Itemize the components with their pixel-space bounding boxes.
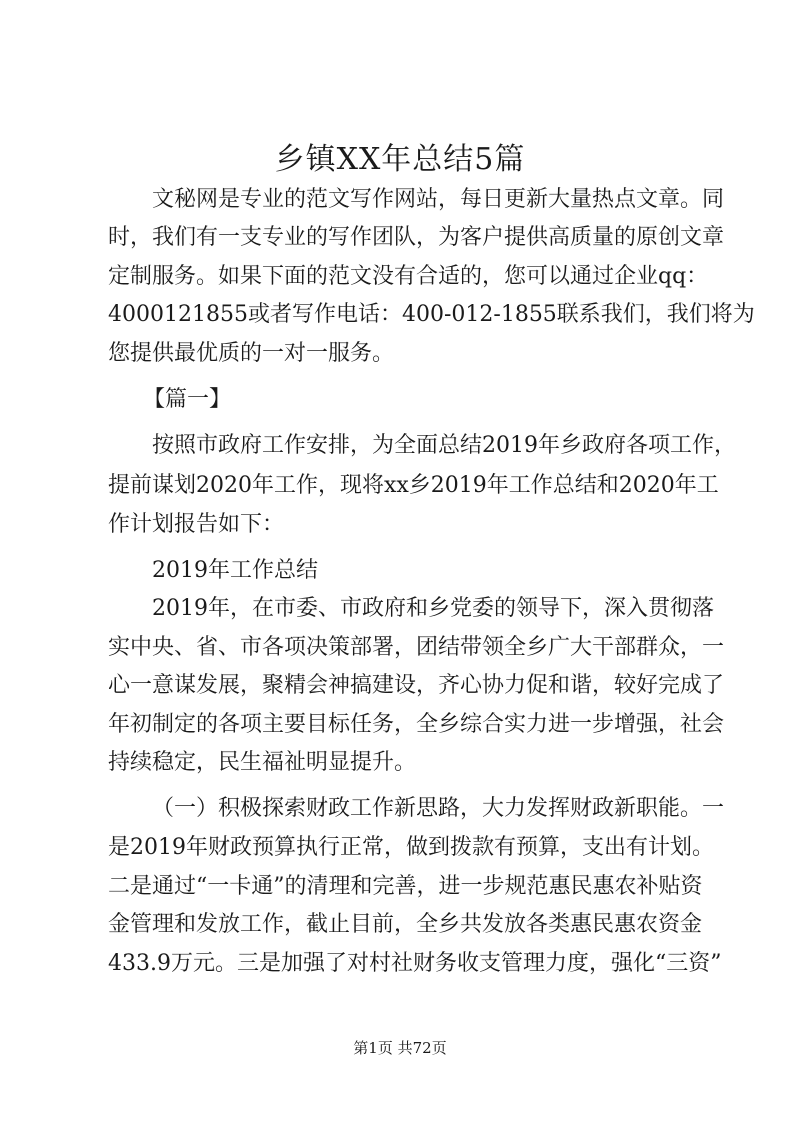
page-footer: 第1页 共72页 xyxy=(353,1039,447,1057)
paragraph-line: 实中央、省、市各项决策部署，团结带领全乡广大干部群众，一 xyxy=(108,635,725,660)
paragraph-line: 年初制定的各项主要目标任务，全乡综合实力进一步增强，社会 xyxy=(108,712,725,737)
paragraph-line: 您提供最优质的一对一服务。 xyxy=(108,341,395,366)
paragraph-line: 金管理和发放工作，截止目前，全乡共发放各类惠民惠农资金 xyxy=(108,912,703,937)
subsection-heading: 2019年工作总结 xyxy=(152,558,318,583)
paragraph-line: 433.9万元。三是加强了对村社财务收支管理力度，强化“三资” xyxy=(108,951,722,976)
paragraph-line: 文秘网是专业的范文写作网站，每日更新大量热点文章。同 xyxy=(152,187,725,212)
paragraph-line: 4000121855或者写作电话：400-012-1855联系我们，我们将为 xyxy=(108,302,755,327)
paragraph-line: （一）积极探索财政工作新思路，大力发挥财政新职能。一 xyxy=(152,796,725,821)
paragraph-line: 持续稳定，民生福祉明显提升。 xyxy=(108,750,417,775)
section-heading: 【篇一】 xyxy=(143,387,232,412)
paragraph-line: 提前谋划2020年工作，现将xx乡2019年工作总结和2020年工 xyxy=(108,473,719,498)
paragraph-line: 按照市政府工作安排，为全面总结2019年乡政府各项工作， xyxy=(152,433,736,458)
paragraph-line: 时，我们有一支专业的写作团队，为客户提供高质量的原创文章 xyxy=(108,225,725,250)
paragraph-line: 2019年，在市委、市政府和乡党委的领导下，深入贯彻落 xyxy=(152,596,714,621)
paragraph-line: 定制服务。如果下面的范文没有合适的，您可以通过企业qq： xyxy=(108,264,709,289)
paragraph-line: 是2019年财政预算执行正常，做到拨款有预算，支出有计划。 xyxy=(108,835,714,860)
paragraph-line: 二是通过“一卡通”的清理和完善，进一步规范惠民惠农补贴资 xyxy=(108,874,703,899)
document-title: 乡镇XX年总结5篇 xyxy=(274,142,526,177)
paragraph-line: 作计划报告如下： xyxy=(108,512,285,537)
paragraph-line: 心一意谋发展，聚精会神搞建设，齐心协力促和谐，较好完成了 xyxy=(108,673,725,698)
